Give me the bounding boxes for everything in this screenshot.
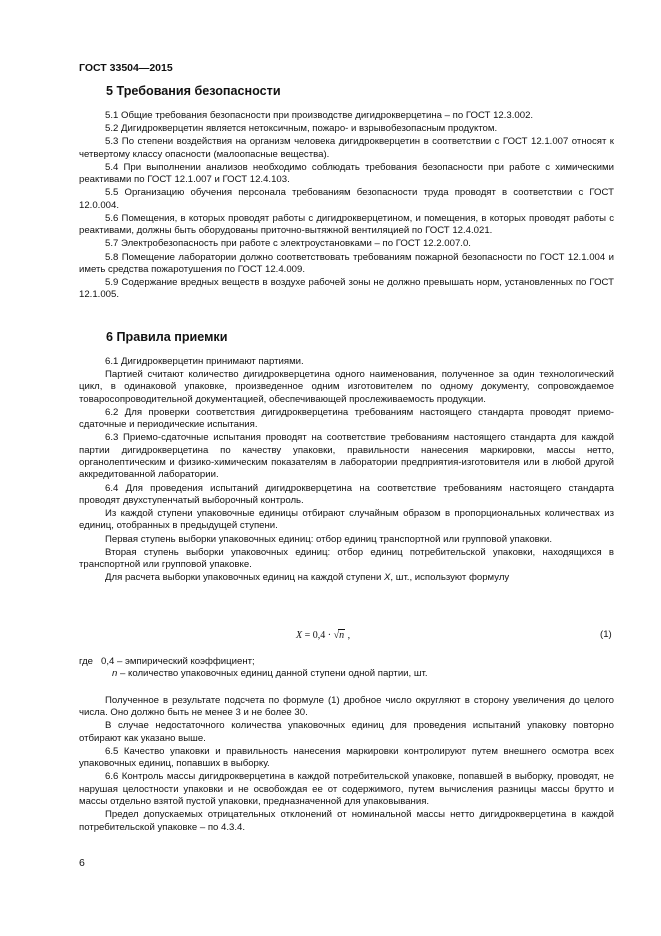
formula-tail: ,	[345, 630, 351, 641]
page-number: 6	[79, 857, 85, 869]
formula-radicand: n	[339, 630, 345, 641]
document-header: ГОСТ 33504—2015	[79, 62, 173, 74]
section-6-title: 6 Правила приемки	[106, 330, 228, 344]
paragraph: 5.6 Помещения, в которых проводят работы с дигидрокверцетином, и помещения, в которых проводят работы с реактивами, должны быть оборудованы приточно-вытяжной вентиляцией по ГОСТ 12.4.021.	[79, 212, 614, 237]
paragraph: Вторая ступень выборки упаковочных единиц: отбор единиц потребительской упаковки, находящихся в транспортной или групповой упаковке.	[79, 546, 614, 570]
formula	[296, 629, 350, 641]
formula-legend	[79, 656, 614, 681]
paragraph: В случае недостаточного количества упаковочных единиц для проведения испытаний упаковку повторно отбирают как указано выше.	[79, 720, 614, 744]
paragraph: Из каждой ступени упаковочные единицы отбирают случайным образом в пропорциональных количествах из единиц, отобранных в предыдущей ступени.	[79, 508, 614, 532]
section-5-title: 5 Требования безопасности	[106, 84, 281, 98]
sqrt-symbol: √n	[333, 630, 345, 641]
paragraph: 5.4 При выполнении анализов необходимо соблюдать требования безопасности при работе с химическими реактивами по ГОСТ 12.1.007 и ГОСТ 12.4.103.	[79, 161, 614, 186]
paragraph: 5.7 Электробезопасность при работе с электроустановками – по ГОСТ 12.2.007.0.	[105, 238, 471, 250]
paragraph: Первая ступень выборки упаковочных единиц: отбор единиц транспортной или групповой упаковки.	[105, 533, 553, 545]
paragraph: 5.1 Общие требования безопасности при производстве дигидрокверцетина – по ГОСТ 12.3.002.	[105, 110, 534, 121]
formula-variable: X	[384, 572, 391, 584]
formula-intro: Для расчета выборки упаковочных единиц на каждой ступени X, шт., используют формулу	[105, 572, 510, 584]
paragraph: 6.2 Для проверки соответствия дигидрокверцетина требованиям настоящего стандарта проводят приемо-сдаточные и периодические испытания.	[79, 406, 614, 431]
paragraph: 6.4 Для проведения испытаний дигидрокверцетина на соответствие требованиям настоящего стандарта проводят двухступенчатый выборочный контроль.	[79, 482, 614, 506]
legend-row: где 0,4 – эмпирический коэффициент;	[79, 656, 255, 667]
paragraph: Партией считают количество дигидрокверцетина одного наименования, полученное за один технологический цикл, в одинаковой упаковке, произведенное одним изготовителем по одному документу, сопровождаемое товаросопроводительной документацией, обеспечивающей прослеживаемость продукции.	[79, 369, 614, 405]
paragraph: 6.5 Качество упаковки и правильность нанесения маркировки контролируют путем внешнего осмотра всех упаковочных единиц, попавших в выборку.	[79, 745, 614, 770]
formula-lhs: X	[296, 630, 303, 641]
paragraph: 5.9 Содержание вредных веществ в воздухе рабочей зоны не должно превышать норм, установленных по ГОСТ 12.1.005.	[79, 276, 614, 301]
paragraph: 5.8 Помещение лаборатории должно соответствовать требованиям пожарной безопасности по ГОСТ 12.1.004 и иметь средства пожаротушения по ГОСТ 12.4.009.	[79, 251, 614, 275]
paragraph: 6.3 Приемо-сдаточные испытания проводят на соответствие требованиям настоящего стандарта для каждой партии дигидрокверцетина по качеству упаковки, правильности нанесения маркировки, массы нетто, органолептическим и физико-химическим показателям в лаборатории предприятия-изготовителя или в любой другой аккредитованной лаборатории.	[79, 432, 614, 481]
paragraph: 5.5 Организацию обучения персонала требованиям безопасности труда проводят в соответствии с ГОСТ 12.0.004.	[79, 187, 614, 211]
section-6-body-continued	[79, 695, 614, 835]
paragraph: 6.1 Дигидрокверцетин принимают партиями.	[105, 356, 304, 367]
section-5-body	[79, 110, 614, 302]
legend-row: n – количество упаковочных единиц данной ступени одной партии, шт.	[112, 668, 428, 680]
section-6-body	[79, 356, 614, 585]
paragraph: 6.6 Контроль массы дигидрокверцетина в каждой потребительской упаковке, попавшей в выборку, проводят, не нарушая целостности упаковки и не освобождая ее от содержимого, путем вычисления разницы массы брутто и массы отдельно взятой пустой упаковки, предназначенной для упаковывания.	[79, 771, 614, 808]
paragraph: Полученное в результате подсчета по формуле (1) дробное число округляют в сторону увеличения до целого числа. Оно должно быть не менее 3 и не более 30.	[79, 695, 614, 719]
formula-coefficient: = 0,4 ·	[302, 630, 334, 641]
paragraph: 5.3 По степени воздействия на организм человека дигидрокверцетин в соответствии с ГОСТ 12.1.007 относят к четвертому классу опасности (малоопасные вещества).	[79, 136, 614, 160]
paragraph: Предел допускаемых отрицательных отклонений от номинальной массы нетто дигидрокверцетина в каждой потребительской упаковке – по 4.3.4.	[79, 809, 614, 833]
paragraph: 5.2 Дигидрокверцетин является нетоксичным, пожаро- и взрывобезопасным продуктом.	[105, 123, 498, 135]
equation-number: (1)	[600, 629, 612, 640]
